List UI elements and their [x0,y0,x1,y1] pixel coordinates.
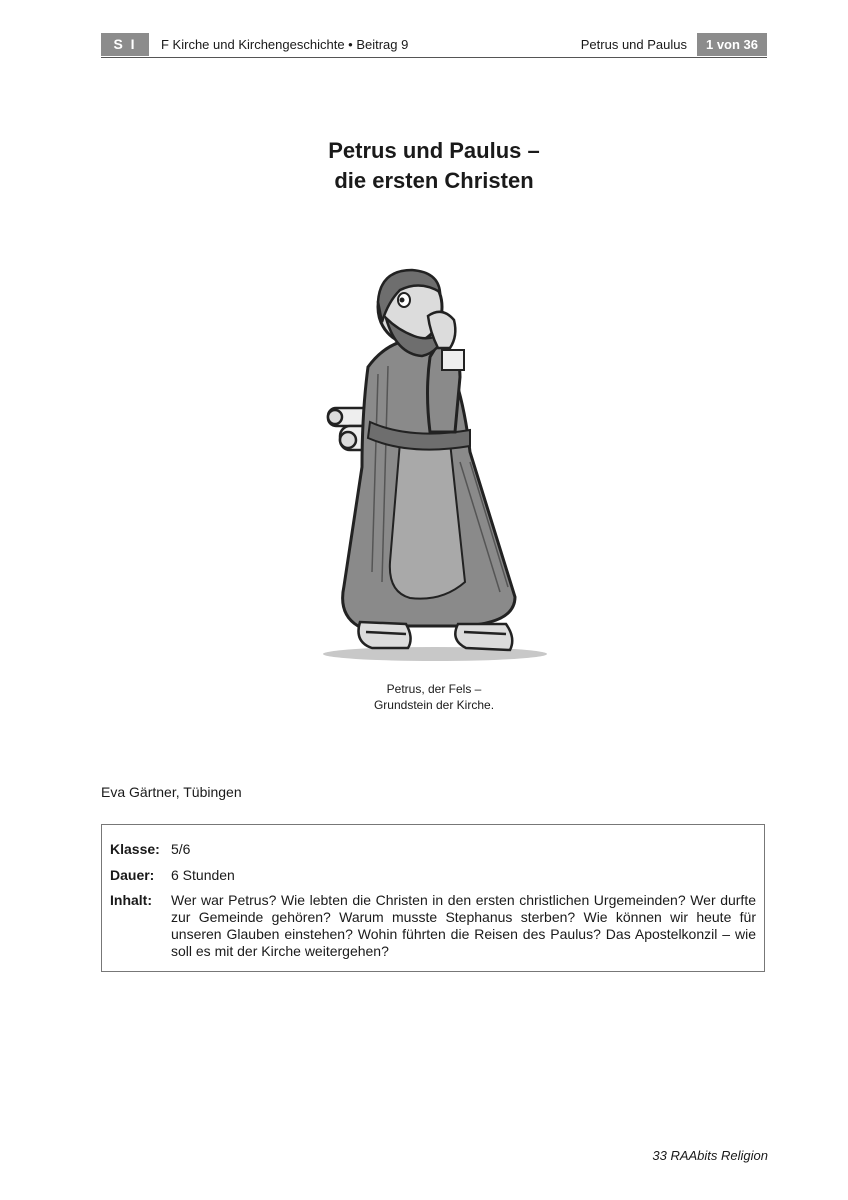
apostle-petrus-illustration [310,262,560,667]
ground-shadow [323,647,547,661]
illustration-caption [0,681,848,713]
series-label: F Kirche und Kirchengeschichte • Beitrag 9 [161,37,409,52]
klasse-label: Klasse: [110,841,160,857]
publication-footer: 33 RAAbits Religion [652,1148,768,1163]
document-title [0,136,848,196]
caption-line-1: Petrus, der Fels – [386,682,482,696]
inhalt-label: Inhalt: [110,892,152,908]
title-line-1: Petrus und Paulus – [328,138,540,163]
page-number-badge: 1 von 36 [697,33,767,56]
dauer-value: 6 Stunden [171,867,235,883]
title-line-2: die ersten Christen [334,168,534,193]
page-header [101,33,767,58]
klasse-value: 5/6 [171,841,191,857]
dauer-label: Dauer: [110,867,155,883]
topic-label: Petrus und Paulus [580,37,687,52]
inhalt-value: Wer war Petrus? Wie lebten die Christen in den ersten christlichen Urgemeinden? Wer durfte zur Gemeinde gehören? Warum musste Stephanus sterben? Wie können wir heute für unseren Glauben einstehen? Wohin führten die Reisen des Paulus? Das Apostelkonzil – wie soll es mit der Kirche weitergehen? [171,892,756,959]
level-badge: S I [101,33,149,56]
caption-line-2: Grundstein der Kirche. [373,698,495,712]
lesson-info-box [101,824,765,972]
author-line: Eva Gärtner, Tübingen [101,784,242,800]
